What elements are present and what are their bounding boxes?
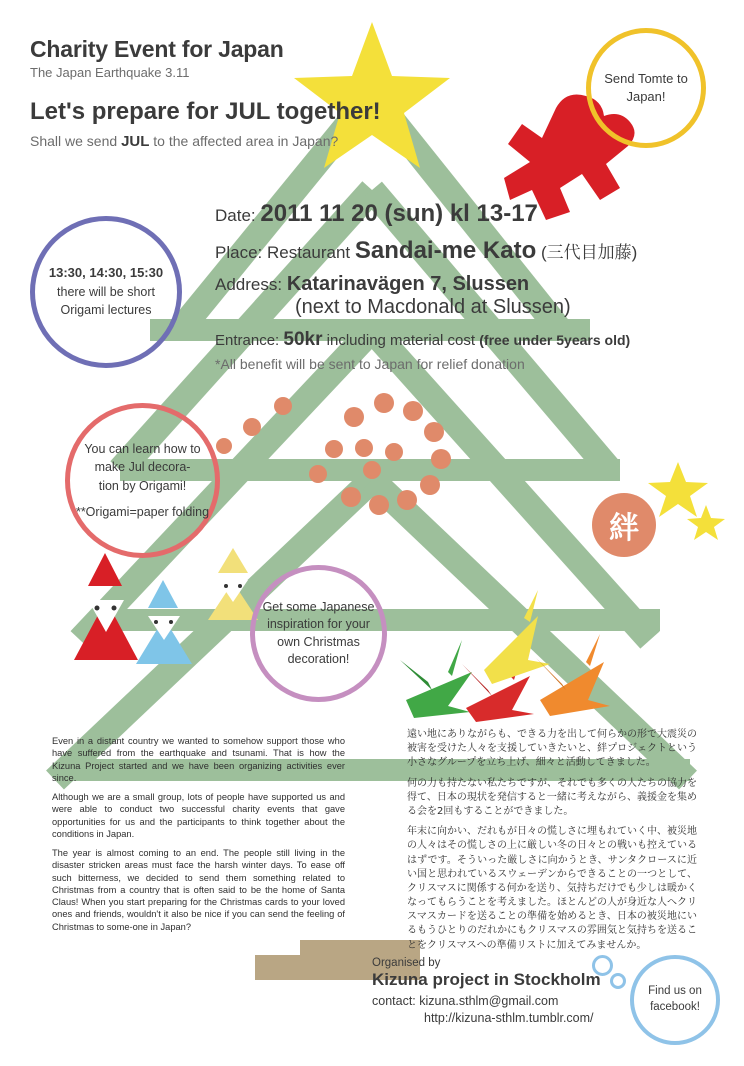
tagline-pre: Shall we send [30,133,122,149]
place-label: Place: [215,242,263,262]
callout-origami-lectures [30,216,182,368]
english-body-text [52,735,345,940]
callout-facebook[interactable] [630,955,720,1045]
entrance-rest: including material cost [322,332,480,350]
japanese-paragraph: 年末に向かい、だれもが日々の慌しさに埋もれていく中、被災地の人々はその慌しさの上に厳しい冬の日々との戦いも控えているはずです。そういった厳しさに向かうとき、サンタクロースに近い国と思われているスウェーデンからできることの一つとして、クリスマスに関係する何かを送り、気持ちだけでも少しは暖かくなってもらうことを考えました。ほとんどの人が身近な人へクリスマスカードを送ることの準備を始めるとき、日本の被災地にいるもうひとりのだれかにもクリスマスの雰囲気と気持ちを送ることをクリスマスへの準備リストに加えてみませんか。 [407,826,697,951]
learn-line-2: tion by Origami! [98,478,187,493]
english-paragraph: Even in a distant country we wanted to somehow support those who have suffered from the earthquake and tsunami. That is how the Kizuna Project started and we have been organizing activities ever since. [52,736,345,783]
entrance-amount: 50kr [283,329,323,351]
address-value: Katarinavägen 7, Slussen [286,273,530,296]
address-value-secondary: (next to Macdonald at Slussen) [295,296,571,319]
speech-bubble-dot-large [592,955,613,976]
learn-line-3: **Origami=paper folding [75,504,210,519]
poster-header [30,36,450,150]
tagline [30,133,450,150]
address-label: Address: [215,275,283,295]
benefit-note: *All benefit will be sent to Japan for relief donation [215,356,525,373]
japanese-body-text [407,728,697,959]
callout-learn-origami [65,403,220,558]
detail-date [215,200,685,228]
english-paragraph: The year is almost coming to an end. The people still living in the disaster stricken areas must face the harsh winter days. To ease off such bitterness, we decided to send them something related to Christmas from a country that is often said to be the home of Santa Claus! When you start preparing for the Christmas cards to your loved ones and friends, wouldn't it also be nice if you can send the feeling of Christmas to some-one in Japan? [52,848,345,932]
page-title: Charity Event for Japan [30,36,284,62]
place-prefix: Restaurant [266,242,351,262]
website-url[interactable]: http://kizuna-sthlm.tumblr.com/ [424,1011,594,1025]
detail-entrance [215,329,685,351]
origami-lecture-times: 13:30, 14:30, 15:30 [48,265,164,281]
date-value: 2011 11 20 (sun) kl 13-17 [260,200,538,227]
origami-crane-green [400,640,472,718]
kizuna-kanji: 絆 [609,511,639,546]
japanese-paragraph: 遠い地にありながらも、できる力を出して何らかの形で大震災の被害を受けた人々を支援していきたいと、絆プロジェクトという小さなグループを立ち上げ、細々と活動してきました。 [407,729,697,769]
japanese-paragraph: 何の力も持たない私たちですが、それでも多くの人たちの協力を得て、日本の現状を発信すると一緒に考えながら、義援金を集める会を2回もすることができました。 [407,777,697,817]
detail-place [215,237,685,265]
detail-address [215,273,685,319]
entrance-label: Entrance: [215,332,280,350]
facebook-text: Find us on facebook! [648,985,702,1013]
callout-japanese-inspiration [250,565,387,702]
event-details [215,200,685,372]
page-subtitle: The Japan Earthquake 3.11 [30,65,190,80]
inspiration-text: Get some Japanese inspiration for your own Christmas decoration! [262,599,375,666]
speech-bubble-dot-small [610,973,626,989]
english-paragraph: Although we are a small group, lots of people have supported us and were able to conduct two successful charity events that gave opportunities for us and the participants to think together about the conditions in Japan. [52,792,345,839]
kizuna-seal [592,493,656,557]
organised-by-label: Organised by [372,957,441,969]
origami-lecture-note: there will be short Origami lectures [57,285,155,318]
entrance-free-note: (free under 5years old) [479,332,631,349]
place-value: Sandai-me Kato [354,236,537,264]
headline: Let's prepare for JUL together! [30,98,381,125]
callout-send-tomte [586,28,706,148]
organisation-name: Kizuna project in Stockholm [372,970,601,989]
callout-send-tomte-text: Send Tomte to Japan! [604,71,688,104]
place-value-jp: (三代目加藤) [541,242,638,262]
learn-line-1: You can learn how to make Jul decora- [84,442,201,475]
contact-email[interactable]: contact: kizuna.sthlm@gmail.com [372,994,559,1008]
date-label: Date: [215,206,256,225]
tagline-post: to the affected area in Japan? [149,133,339,149]
tagline-highlight: JUL [121,133,150,150]
